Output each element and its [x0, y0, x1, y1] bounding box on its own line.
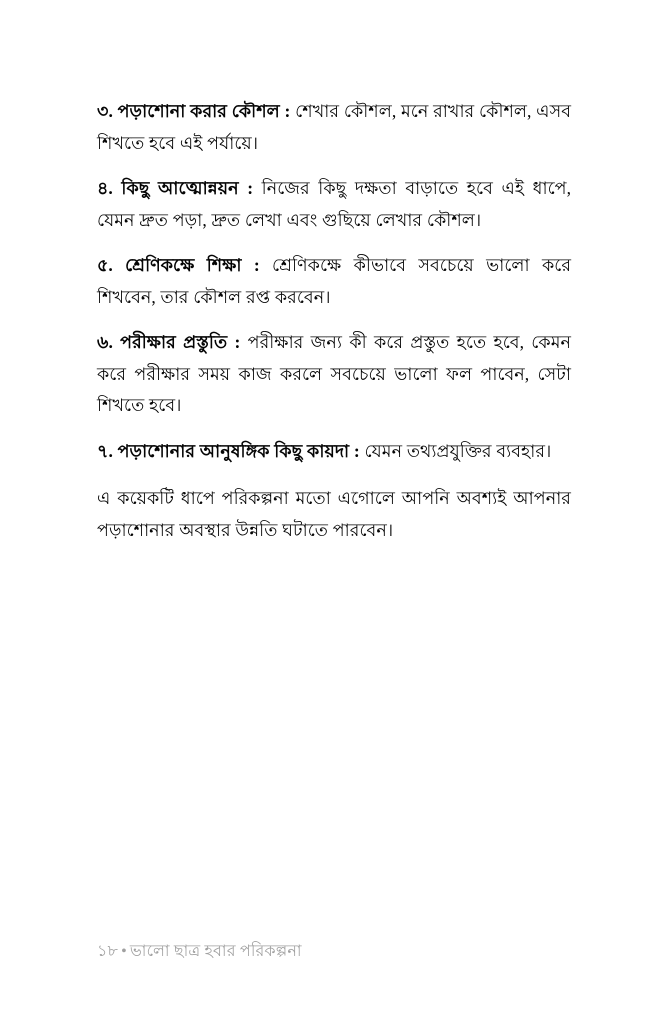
numbered-item-7 [97, 436, 571, 468]
item-4-heading: ৪. কিছু আত্মোন্নয়ন : [97, 178, 254, 198]
item-3-heading: ৩. পড়াশোনা করার কৌশল : [97, 101, 291, 121]
footer-page-number: ১৮ [97, 943, 119, 960]
item-4-text: নিজের কিছু দক্ষতা বাড়াতে হবে এই ধাপে, যেমন দ্রুত পড়া, দ্রুত লেখা এবং গুছিয়ে লেখার কৌশল। [97, 178, 571, 230]
page-footer [97, 941, 571, 963]
numbered-item-3 [97, 96, 571, 159]
item-6-text: পরীক্ষার জন্য কী করে প্রস্তুত হতে হবে, কেমন করে পরীক্ষার সময় কাজ করলে সবচেয়ে ভালো ফল পাবেন, সেটা শিখতে হবে। [97, 332, 571, 415]
numbered-item-5 [97, 250, 571, 313]
footer-book-title: ভালো ছাত্র হবার পরিকল্পনা [129, 943, 302, 960]
item-5-text: শ্রেণিকক্ষে কীভাবে সবচেয়ে ভালো করে শিখবেন, তার কৌশল রপ্ত করবেন। [97, 255, 571, 307]
closing-paragraph: এ কয়েকটি ধাপে পরিকল্পনা মতো এগোলে আপনি অবশ্যই আপনার পড়াশোনার অবস্থার উন্নতি ঘটাতে পারবেন। [97, 488, 571, 540]
footer-separator-bullet: • [121, 943, 127, 960]
item-7-text: যেমন তথ্যপ্রযুক্তির ব্যবহার। [359, 440, 552, 461]
item-5-heading: ৫. শ্রেণিকক্ষে শিক্ষা : [97, 255, 260, 275]
numbered-item-4 [97, 173, 571, 236]
item-6-heading: ৬. পরীক্ষার প্রস্তুতি : [97, 332, 241, 352]
item-3-text: শেখার কৌশল, মনে রাখার কৌশল, এসব শিখতে হবে এই পর্যায়ে। [97, 101, 571, 153]
item-7-heading: ৭. পড়াশোনার আনুষঙ্গিক কিছু কায়দা : [97, 440, 360, 461]
numbered-item-6 [97, 327, 571, 422]
page-body-text [97, 96, 571, 546]
